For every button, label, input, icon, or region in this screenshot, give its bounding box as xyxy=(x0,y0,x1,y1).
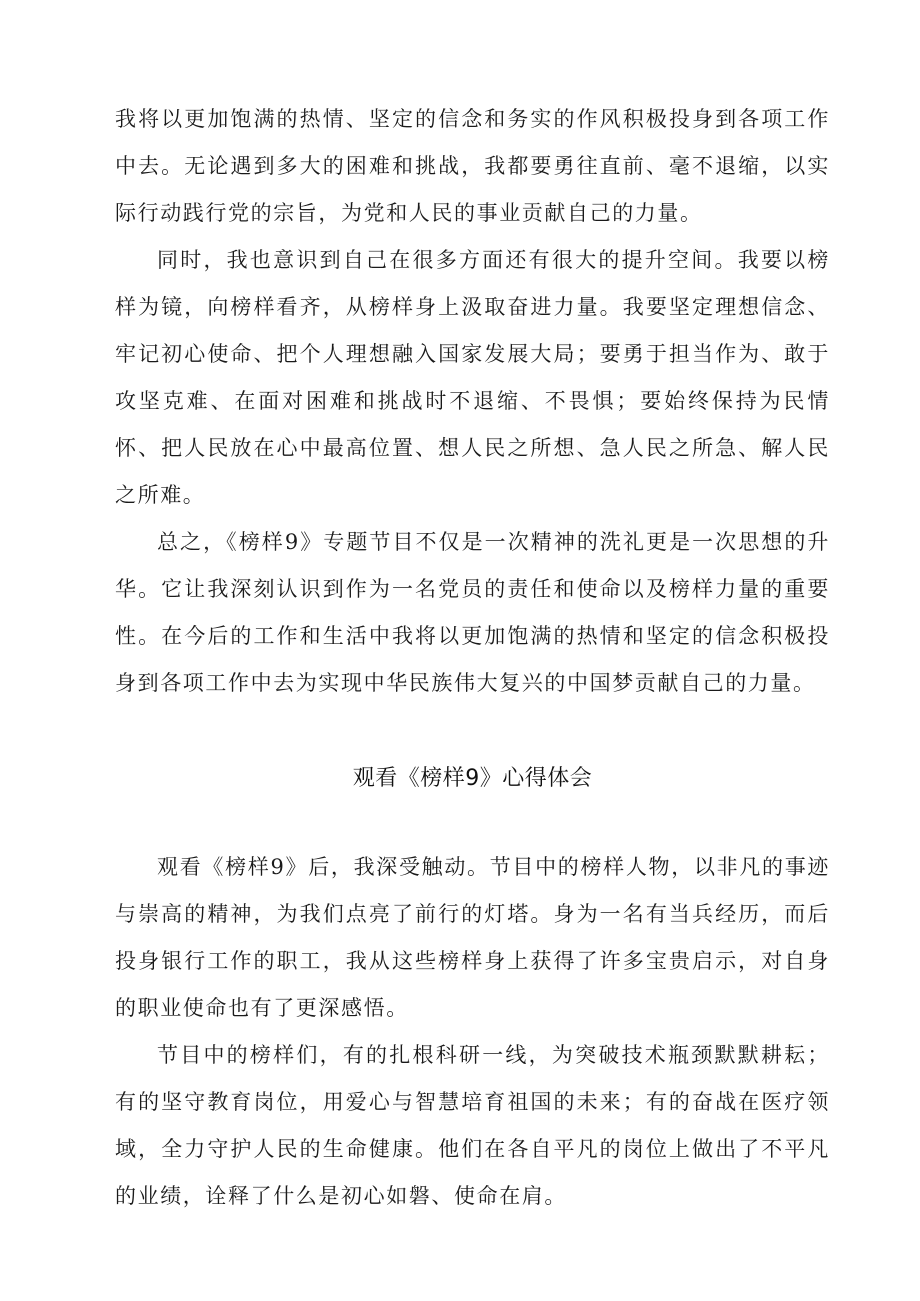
paragraph: 观看《榜样9》后，我深受触动。节目中的榜样人物，以非凡的事迹与崇高的精神，为我们点亮了前行的灯塔。身为一名有当兵经历，而后投身银行工作的职工，我从这些榜样身上获得了许多宝贵启示，对自身的职业使命也有了更深感悟。 xyxy=(115,855,830,1020)
section-title: 观看《榜样9》心得体会 xyxy=(352,766,593,791)
paragraph: 节目中的榜样们，有的扎根科研一线，为突破技术瓶颈默默耕耘；有的坚守教育岗位，用爱心与智慧培育祖国的未来；有的奋战在医疗领域，全力守护人民的生命健康。他们在各自平凡的岗位上做出了不平凡的业绩，诠释了什么是初心如磐、使命在肩。 xyxy=(115,1043,830,1208)
paragraph: 同时，我也意识到自己在很多方面还有很大的提升空间。我要以榜样为镜，向榜样看齐，从榜样身上汲取奋进力量。我要坚定理想信念、牢记初心使命、把个人理想融入国家发展大局；要勇于担当作为、敢于攻坚克难、在面对困难和挑战时不退缩、不畏惧；要始终保持为民情怀、把人民放在心中最高位置、想人民之所想、急人民之所急、解人民之所难。 xyxy=(115,248,830,507)
paragraph: 总之，《榜样9》专题节目不仅是一次精神的洗礼更是一次思想的升华。它让我深刻认识到作为一名党员的责任和使命以及榜样力量的重要性。在今后的工作和生活中我将以更加饱满的热情和坚定的信念积极投身到各项工作中去为实现中华民族伟大复兴的中国梦贡献自己的力量。 xyxy=(115,530,830,695)
spacer xyxy=(115,707,830,755)
document-body xyxy=(115,96,830,1220)
paragraph-continued: 我将以更加饱满的热情、坚定的信念和务实的作风积极投身到各项工作中去。无论遇到多大的困难和挑战，我都要勇往直前、毫不退缩，以实际行动践行党的宗旨，为党和人民的事业贡献自己的力量。 xyxy=(115,107,830,225)
spacer xyxy=(115,802,830,844)
